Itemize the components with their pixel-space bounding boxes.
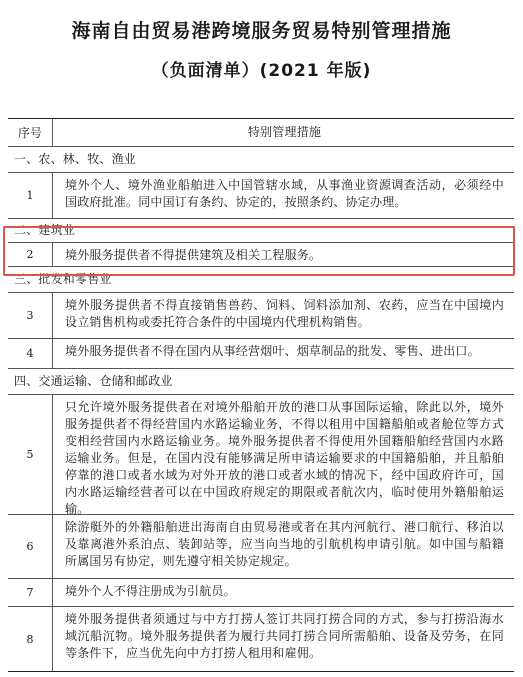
section-label: 一、农、林、牧、渔业	[14, 152, 137, 166]
section-row	[8, 219, 514, 243]
section-row	[8, 267, 514, 293]
row-num: 1	[8, 173, 53, 218]
table-row	[8, 579, 514, 607]
row-num: 2	[8, 243, 53, 266]
section-row	[8, 147, 514, 173]
row-text: 境外服务提供者不得直接销售兽药、饲料、饲料添加剂、农药，应当在中国境内设立销售机构或委托符合条件的中国境内代理机构销售。	[65, 298, 504, 329]
header-measure: 特别管理措施	[247, 125, 322, 139]
row-num: 4	[8, 339, 53, 368]
table-header-row	[8, 119, 514, 147]
negative-list-table	[8, 118, 514, 672]
section-row	[8, 369, 514, 395]
section-label: 二、建筑业	[14, 223, 76, 237]
section-label: 三、批发和零售业	[14, 272, 112, 286]
section-label: 四、交通运输、仓储和邮政业	[14, 374, 173, 388]
row-text: 境外服务提供者不得在国内从事经营烟叶、烟草制品的批发、零售、进出口。	[65, 344, 480, 358]
row-text: 境外服务提供者不得提供建筑及相关工程服务。	[65, 248, 322, 262]
table-row	[8, 173, 514, 219]
document-subtitle: （负面清单）(2021 年版)	[151, 61, 372, 81]
row-text: 除游艇外的外籍船舶进出海南自由贸易港或者在其内河航行、港口航行、移泊以及靠离港外系泊点、装卸站等，应当向当地的引航机构申请引航。如中国与船籍所属国另有协定，则先遵守相关协定规定。	[65, 520, 504, 568]
row-num: 6	[8, 515, 53, 578]
row-num: 8	[8, 607, 53, 671]
table-row	[8, 293, 514, 339]
row-text: 境外个人、境外渔业船舶进入中国管辖水域，从事渔业资源调查活动，必须经中国政府批准。同中国订有条约、协定的，按照条约、协定办理。	[65, 178, 504, 209]
row-text: 境外个人不得注册成为引航员。	[65, 584, 236, 598]
row-text: 只允许境外服务提供者在对境外船舶开放的港口从事国际运输，除此以外，境外服务提供者不得经营国内水路运输业务，不得以租用中国籍船舶或者舱位等方式变相经营国内水路运输业务。境外服务提供者不得使用外国籍船舶经营国内水路运输业务。但是，在国内没有能够满足所申请运输要求的中国籍船舶，并且船舶停靠的港口或者水域为对外开放的港口或者水域的情况下，经中国政府许可，国内水路运输经营者可以在中国政府规定的期限或者航次内，临时使用外籍船舶运输。	[65, 400, 504, 516]
row-num: 7	[8, 579, 53, 606]
table-row	[8, 515, 514, 579]
table-row	[8, 339, 514, 369]
row-num: 5	[8, 395, 53, 514]
table-row	[8, 395, 514, 515]
document-title: 海南自由贸易港跨境服务贸易特别管理措施	[71, 20, 452, 42]
row-num: 3	[8, 293, 53, 338]
table-row	[8, 243, 514, 267]
header-num: 序号	[8, 119, 53, 146]
table-row	[8, 607, 514, 671]
row-text: 境外服务提供者须通过与中方打捞人签订共同打捞合同的方式，参与打捞沿海水域沉船沉物。境外服务提供者为履行共同打捞合同所需船舶、设备及劳务，在同等条件下，应当优先向中方打捞人租用和雇佣。	[65, 612, 504, 660]
